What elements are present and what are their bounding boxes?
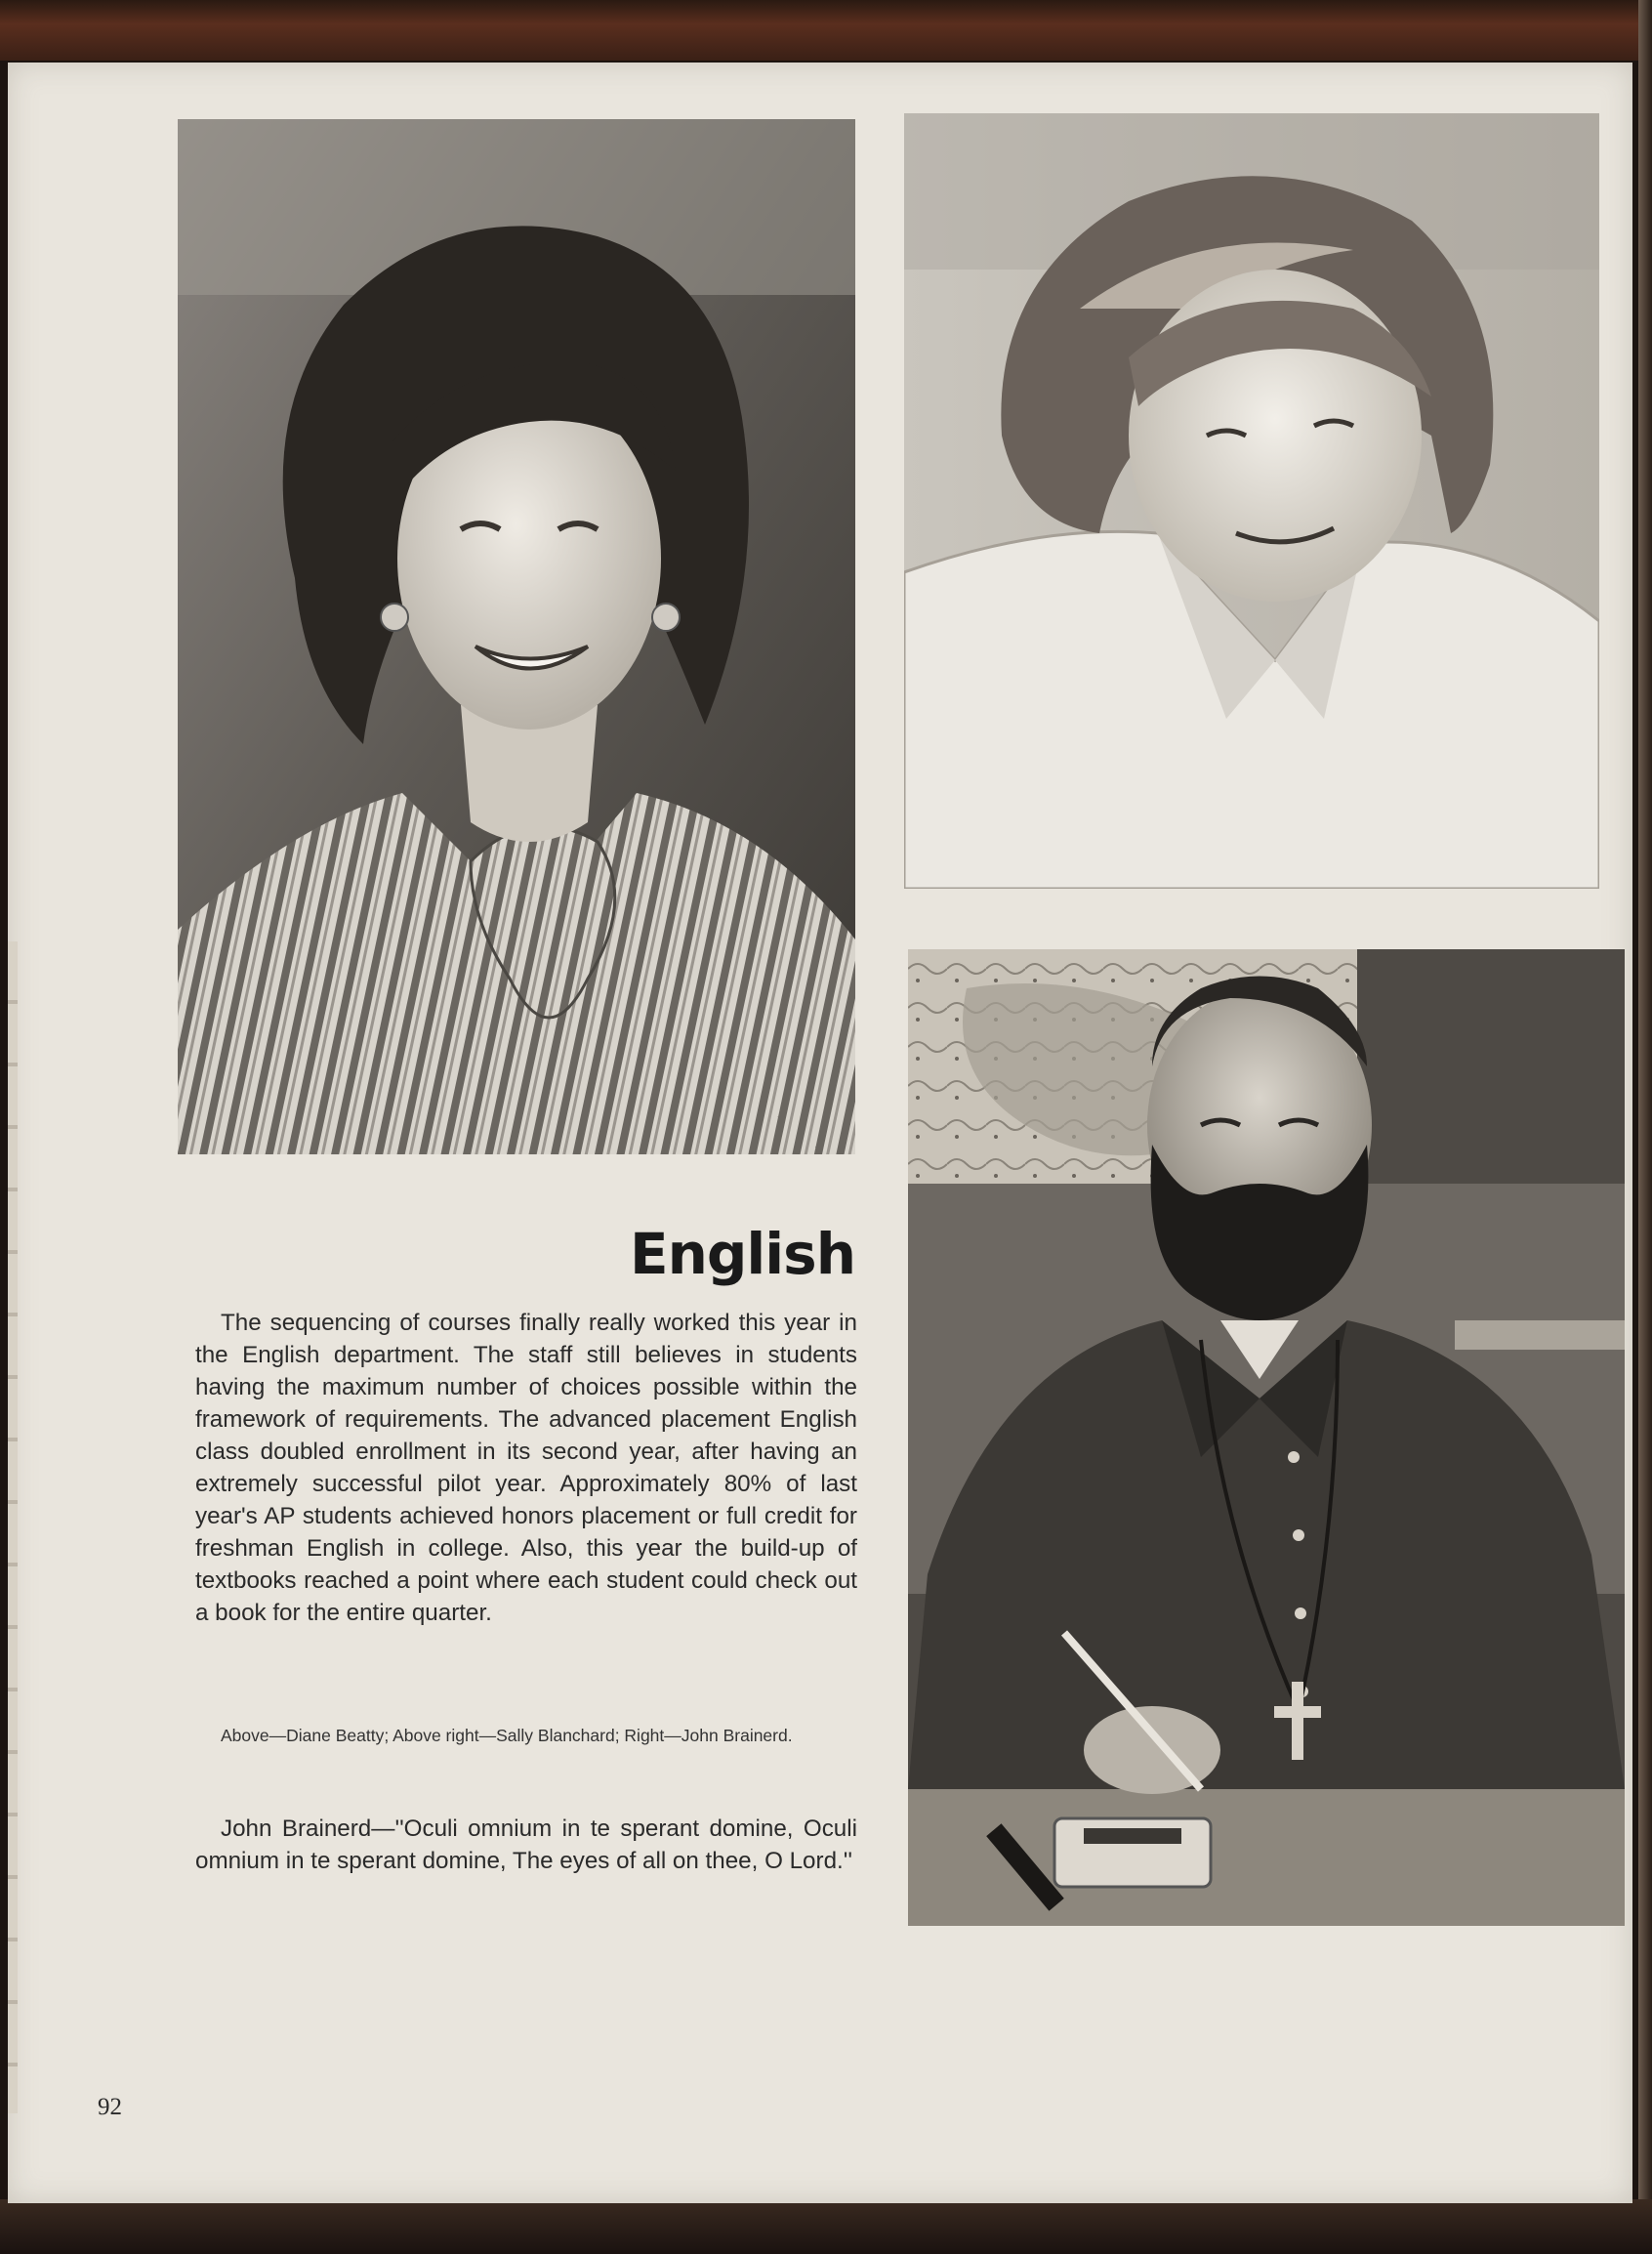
book-bottom-edge	[0, 2199, 1652, 2254]
book-right-edge	[1638, 0, 1652, 2254]
photo-diane-beatty	[178, 119, 855, 1154]
section-heading: English	[629, 1221, 855, 1287]
page-edge-tabs	[8, 941, 18, 2113]
portrait-bearded-man-illustration	[908, 949, 1625, 1926]
photo-sally-blanchard	[904, 113, 1599, 889]
department-summary: The sequencing of courses finally really worked this year in the English department. The staff still believes in students having the maximum number of choices possible within the framework of requirements. The advanced placement English class doubled enrollment in its second year, after having an extremely successful pilot year. Approximately 80% of last year's AP students achieved honors placement or full credit for freshman English in college. Also, this year the build-up of textbooks reached a point where each student could check out a book for the entire quarter.	[195, 1310, 857, 1626]
page-number: 92	[98, 2094, 122, 2120]
photo-caption: Above—Diane Beatty; Above right—Sally Blanchard; Right—John Brainerd.	[221, 1726, 793, 1745]
portrait-woman-dark-hair-illustration	[178, 119, 855, 1154]
book-top-edge	[0, 0, 1652, 61]
photo-john-brainerd	[908, 949, 1625, 1926]
portrait-woman-light-hair-illustration	[904, 113, 1599, 889]
teacher-quote: John Brainerd—''Oculi omnium in te sperant domine, Oculi omnium in te sperant domine, The eyes of all on thee, O Lord.''	[195, 1816, 857, 1874]
